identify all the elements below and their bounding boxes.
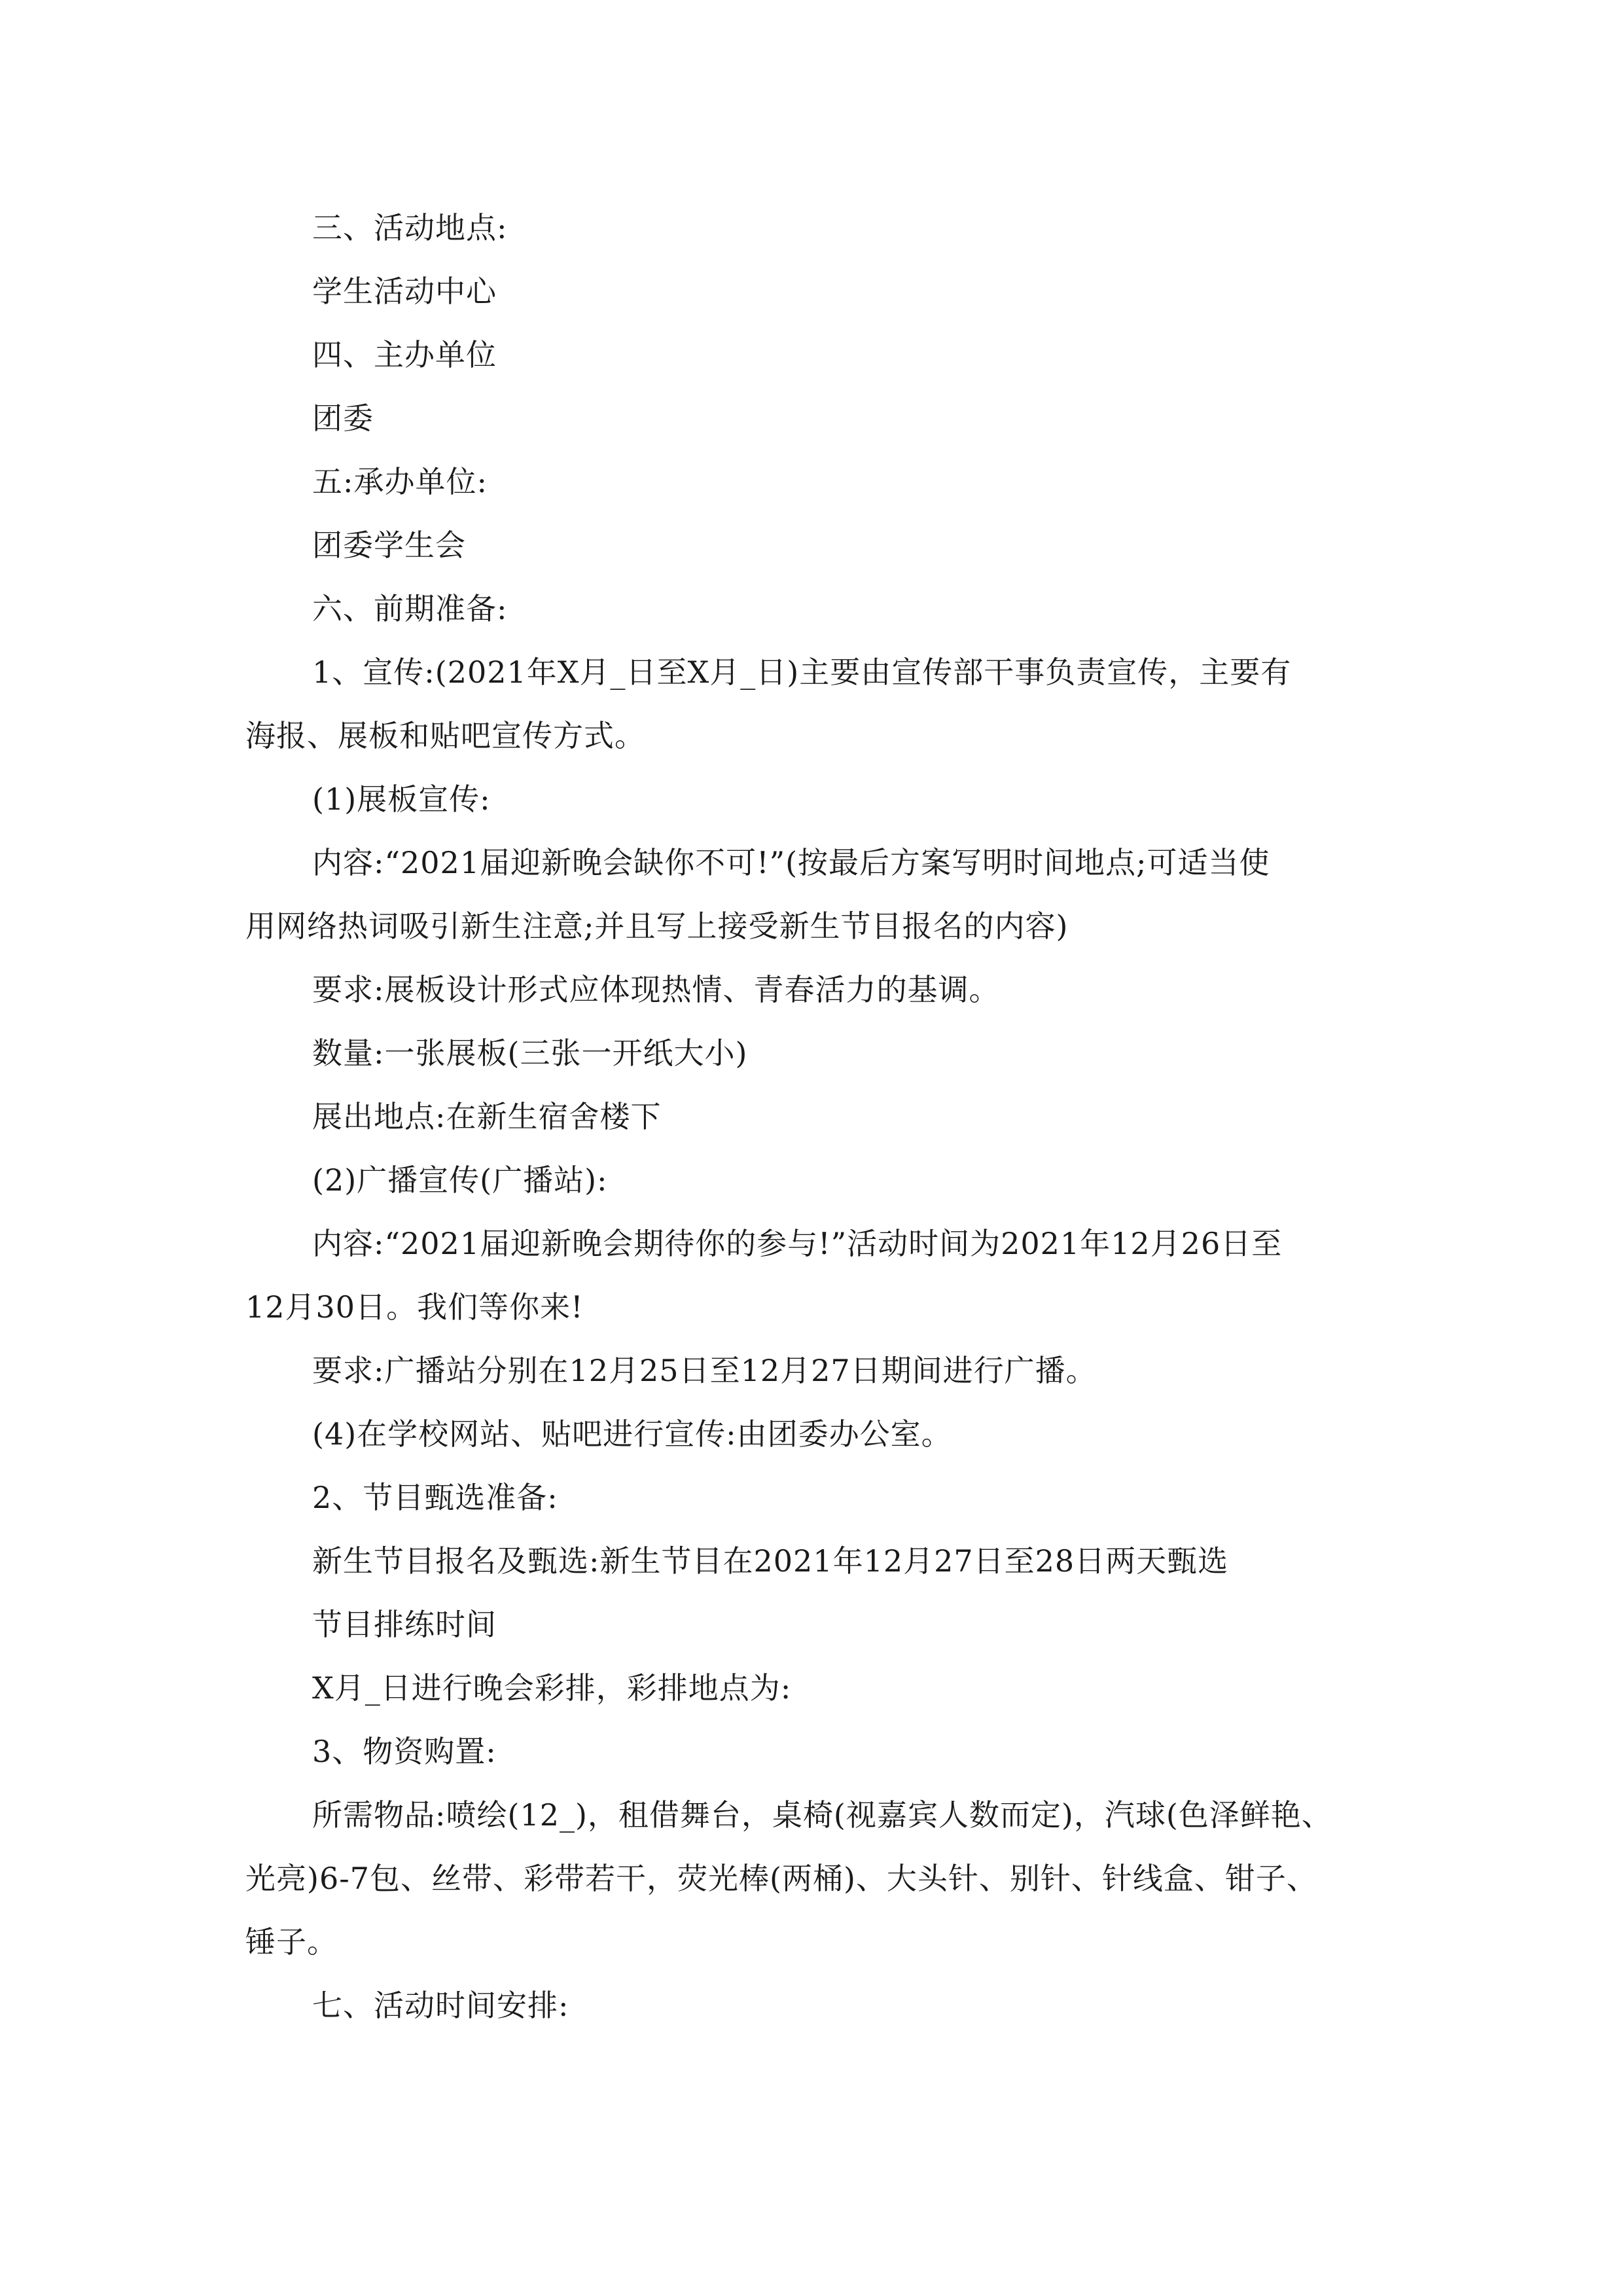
heading-organizer: 四、主办单位 [312,337,497,372]
paragraph-publicity-line-2: 海报、展板和贴吧宣传方式。 [245,718,645,753]
paragraph-supplies-line-3: 锤子。 [245,1924,338,1960]
heading-co-organizer: 五:承办单位: [312,464,488,499]
paragraph-radio-content-line-2: 12月30日。我们等你来! [245,1289,584,1325]
heading-program-selection: 2、节目甄选准备: [312,1480,558,1515]
paragraph-website-publicity: (4)在学校网站、贴吧进行宣传:由团委办公室。 [312,1416,952,1452]
heading-board-publicity: (1)展板宣传: [312,781,491,817]
paragraph-board-content-line-2: 用网络热词吸引新生注意;并且写上接受新生节目报名的内容) [245,908,1069,944]
heading-supplies: 3、物资购置: [312,1734,497,1769]
heading-radio-publicity: (2)广播宣传(广播站): [312,1162,608,1198]
paragraph-supplies-line-2: 光亮)6-7包、丝带、彩带若干，荧光棒(两桶)、大头针、别针、针线盒、钳子、 [245,1861,1317,1896]
paragraph-venue: 学生活动中心 [312,274,497,309]
paragraph-rehearsal-venue: X月_日进行晚会彩排，彩排地点为: [312,1670,792,1706]
paragraph-board-location: 展出地点:在新生宿舍楼下 [312,1099,662,1134]
paragraph-board-content-line-1: 内容:“2021届迎新晚会缺你不可!”(按最后方案写明时间地点;可适当使 [312,845,1270,880]
heading-schedule: 七、活动时间安排: [312,1988,569,2023]
heading-venue: 三、活动地点: [312,210,508,245]
paragraph-publicity-line-1: 1、宣传:(2021年X月_日至X月_日)主要由宣传部干事负责宣传，主要有 [312,655,1292,690]
paragraph-co-organizer: 团委学生会 [312,528,466,563]
paragraph-supplies-line-1: 所需物品:喷绘(12_)，租借舞台，桌椅(视嘉宾人数而定)，汽球(色泽鲜艳、 [312,1797,1332,1833]
heading-preparation: 六、前期准备: [312,591,508,626]
paragraph-organizer: 团委 [312,401,374,436]
paragraph-radio-requirement: 要求:广播站分别在12月25日至12月27日期间进行广播。 [312,1353,1097,1388]
paragraph-board-quantity: 数量:一张展板(三张一开纸大小) [312,1035,748,1071]
paragraph-radio-content-line-1: 内容:“2021届迎新晚会期待你的参与!”活动时间为2021年12月26日至 [312,1226,1283,1261]
paragraph-board-requirement: 要求:展板设计形式应体现热情、青春活力的基调。 [312,972,1000,1007]
paragraph-rehearsal-time: 节目排练时间 [312,1607,497,1642]
paragraph-program-registration: 新生节目报名及甄选:新生节目在2021年12月27日至28日两天甄选 [312,1543,1229,1579]
